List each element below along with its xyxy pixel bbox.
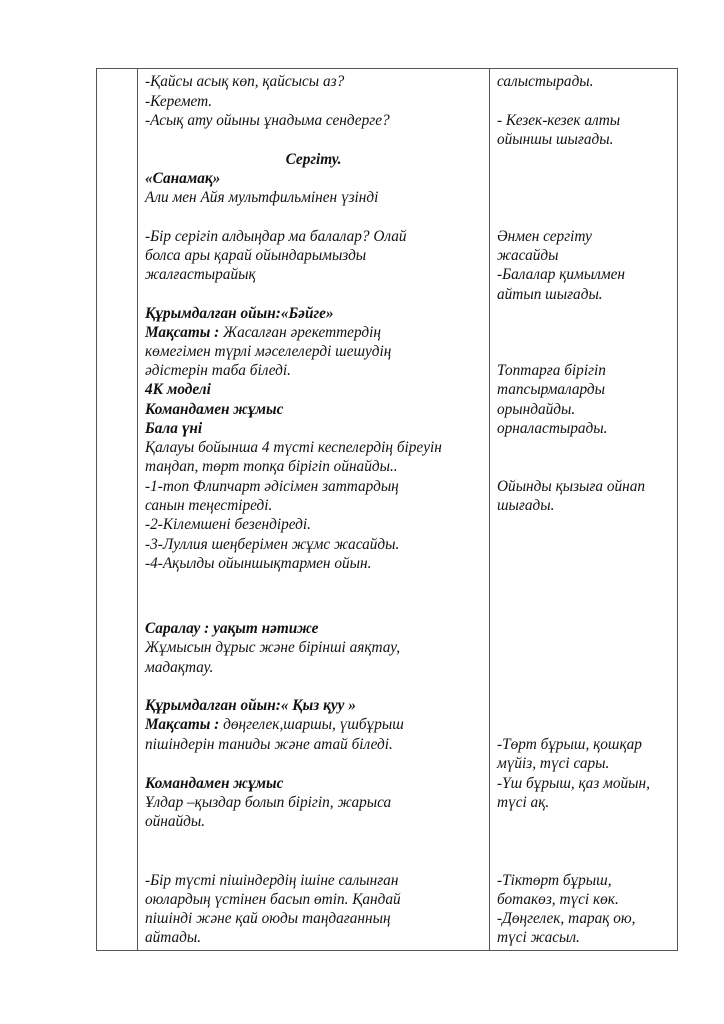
student-activity-column <box>490 69 677 950</box>
teacher-activity-column <box>138 69 490 950</box>
text-line: болса ары қарай ойындарымызды <box>145 247 367 264</box>
text-line: жалғастырайық <box>145 266 256 283</box>
text-line: -Төрт бұрыш, қошқар <box>497 736 642 753</box>
text-line: -Балалар қимылмен <box>497 266 625 283</box>
text-line: мүйіз, түсі сары. <box>497 755 610 772</box>
section-heading: Сергіту. <box>285 151 342 168</box>
text-line: айтады. <box>145 929 202 946</box>
text-line: -Қайсы асық көп, қайсысы аз? <box>145 73 345 90</box>
text-line: орындайды. <box>497 401 576 418</box>
text-line: айтып шығады. <box>497 286 603 303</box>
text-line: -Асық ату ойыны ұнадыма сендерге? <box>145 112 390 129</box>
text-line: Әнмен сергіту <box>497 228 592 245</box>
text-line: шығады. <box>497 497 555 514</box>
text-line: ботакөз, түсі көк. <box>497 891 619 908</box>
text-line: -2-Кілемшені безендіреді. <box>145 516 311 533</box>
bold-heading: Бала үні <box>145 420 203 437</box>
bold-heading: Командамен жұмыс <box>145 401 284 418</box>
game-heading: Құрымдалған ойын:« Қыз қуу » <box>145 697 356 714</box>
text-line: -1-топ Флипчарт әдісімен заттардың <box>145 478 399 495</box>
text-line: таңдап, төрт топқа бірігіп ойнайды.. <box>145 458 398 475</box>
text-line: түсі ақ. <box>497 794 550 811</box>
bold-heading: Саралау : уақыт нәтиже <box>145 620 319 637</box>
text-line: Қалауы бойынша 4 түсті кеспелердің біреуін <box>145 439 442 456</box>
text-line: Топтарға бірігіп <box>497 362 606 379</box>
bold-heading: 4К моделі <box>145 381 211 398</box>
goal-label: Мақсаты : <box>145 716 224 733</box>
text-line: -Тіктөрт бұрыш, <box>497 872 612 889</box>
text-line: Жұмысын дұрыс және бірінші аяқтау, <box>145 639 401 656</box>
goal-text: дөңгелек,шаршы, үшбұрыш <box>223 716 404 733</box>
goal-line <box>145 323 381 343</box>
text-line: ойнайды. <box>145 813 206 830</box>
goal-line <box>145 715 404 735</box>
goal-label: Мақсаты : <box>145 324 224 341</box>
text-line: - Кезек-кезек алты <box>497 112 621 129</box>
text-line: -Үш бұрыш, қаз мойын, <box>497 775 650 792</box>
text-line: түсі жасыл. <box>497 929 580 946</box>
text-line: салыстырады. <box>497 73 594 90</box>
text-line: санын теңестіреді. <box>145 497 273 514</box>
text-line: мадақтау. <box>145 659 214 676</box>
text-line: -Бір серігіп алдыңдар ма балалар? Олай <box>145 228 407 245</box>
text-line: -3-Луллия шеңберімен жұмс жасайды. <box>145 536 400 553</box>
text-line: Ұлдар –қыздар болып бірігіп, жарыса <box>145 794 392 811</box>
text-line: -4-Ақылды ойыншықтармен ойын. <box>145 555 372 572</box>
text-line: оюлардың үстінен басып өтіп. Қандай <box>145 891 401 908</box>
text-line: әдістерін таба біледі. <box>145 362 291 379</box>
text-line: Ойынды қызыға ойнап <box>497 478 646 495</box>
text-line: -Керемет. <box>145 93 213 110</box>
text-line: -Дөңгелек, тарақ ою, <box>497 910 636 927</box>
text-line: жасайды <box>497 247 559 264</box>
text-line: көмегімен түрлі мәселелерді шешудің <box>145 343 392 360</box>
table-column-empty <box>97 69 138 950</box>
goal-text: Жасалған әрекеттердің <box>223 324 381 341</box>
text-line: -Бір түсті пішіндердің ішіне салынған <box>145 872 399 889</box>
text-line: пішінді және қай оюды таңдағанның <box>145 910 391 927</box>
song-title: «Санамақ» <box>145 170 221 187</box>
text-line: Али мен Айя мультфильмінен үзінді <box>145 189 379 206</box>
text-line: тапсырмаларды <box>497 381 606 398</box>
bold-heading: Командамен жұмыс <box>145 775 284 792</box>
text-line: пішіндерін таниды және атай біледі. <box>145 736 393 753</box>
game-heading: Құрымдалған ойын:«Бәйге» <box>145 305 334 322</box>
lesson-table <box>96 68 678 951</box>
text-line: орналастырады. <box>497 420 608 437</box>
text-line: ойыншы шығады. <box>497 131 614 148</box>
